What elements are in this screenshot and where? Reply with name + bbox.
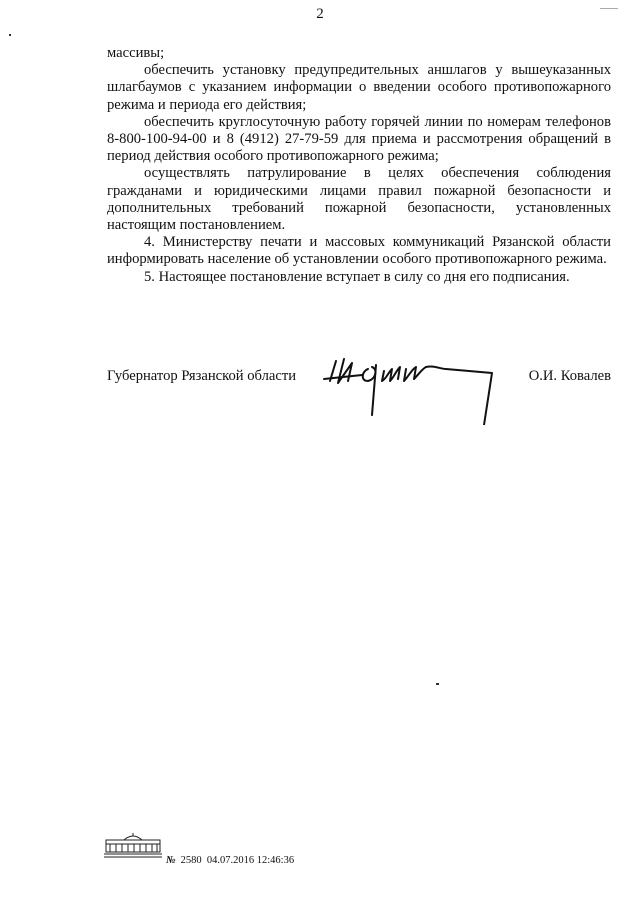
document-body — [107, 45, 611, 286]
registration-stamp — [166, 855, 294, 866]
paragraph-2: обеспечить установку предупредительных аншлагов у вышеуказанных шлагбаумов с указанием информации о введении особого противопожарного режима и периода его действия; — [107, 62, 611, 113]
scan-speck — [600, 8, 618, 9]
signer-title: Губернатор Рязанской области — [107, 368, 297, 384]
handwritten-signature — [322, 355, 502, 425]
office-logo-icon — [102, 832, 164, 860]
paragraph-6: 5. Настоящее постановление вступает в силу со дня его подписания. — [144, 268, 570, 285]
signer-name: О.И. Ковалев — [528, 368, 611, 384]
doc-datetime: 04.07.2016 12:46:36 — [206, 855, 295, 866]
paragraph-3: обеспечить круглосуточную работу горячей линии по номерам телефонов 8-800-100-94-00 и 8 (4912) 27-79-59 для приема и рассмотрения обращений в период действия особого противопожарного режима; — [107, 113, 611, 165]
scan-speck — [9, 34, 11, 36]
paragraph-4: осуществлять патрулирование в целях обеспечения соблюдения гражданами и юридическими лицами правил пожарной безопасности и дополнительных требований пожарной безопасности, установленных настоящим постановлением. — [107, 165, 611, 234]
number-mark: № — [166, 855, 176, 866]
page-number: 2 — [316, 6, 324, 22]
paragraph-5: 4. Министерству печати и массовых коммуникаций Рязанской области информировать население об установлении особого противопожарного режима. — [107, 234, 611, 268]
paragraph-1: массивы; — [107, 45, 165, 61]
scan-speck — [436, 683, 439, 685]
doc-number: 2580 — [180, 855, 202, 866]
